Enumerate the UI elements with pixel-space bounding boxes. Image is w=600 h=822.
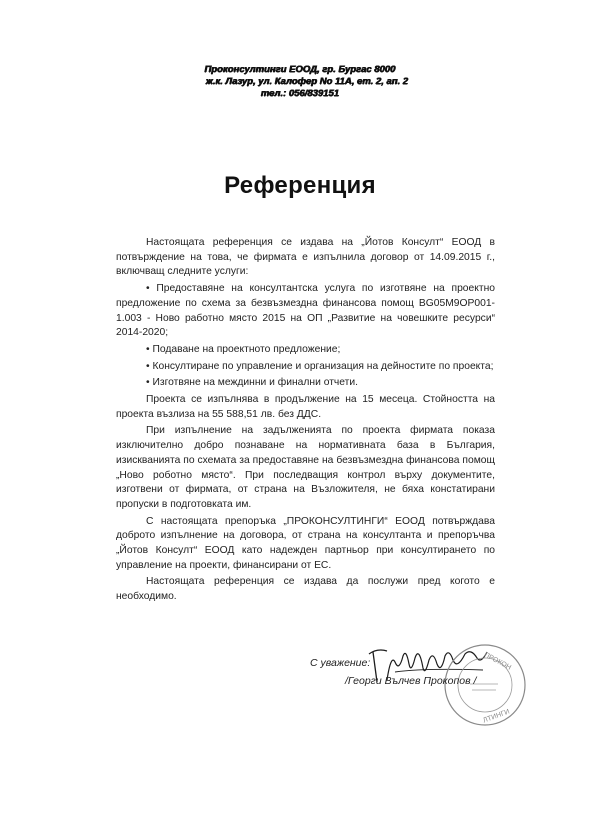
letterhead-company: Проконсултинги ЕООД, гр. Бургас 8000 bbox=[204, 64, 396, 75]
closing-greeting: С уважение: bbox=[310, 657, 371, 669]
document-title: Референция bbox=[224, 172, 376, 199]
list-item-service-3: • Консултиране по управление и организация на дейностите по проекта; bbox=[146, 360, 494, 372]
paragraph-recommendation: С настоящата препоръка „ПРОКОНСУЛТИНГИ“ ЕООД потвърждава доброто изпълнение на договора, от страна на консултанта и препоръчва „Йотов Консулт“ ЕООД като надежден партньор при консултирането по управление на проекти, финансирани от ЕС. bbox=[116, 515, 495, 571]
list-item-service-1: • Предоставяне на консултантска услуга по изготвяне на проектно предложение по схема за безвъзмездна финансова помощ BG05M9OP001-1.003 - Ново работно място 2015 на ОП „Развитие на човешките ресурси“ 2014-2020; bbox=[116, 283, 495, 339]
paragraph-performance: При изпълнение на задълженията по проекта фирмата показа изключително добро познаване на нормативната база в България, изискванията по схемата за предоставяне на безвъзмездна финансова помощ „Ново роботно място“. При последващия контрол върху документите, изготвени от фирмата, от страна на Възложителя, не бяха констатирани пропуски в подготовката им. bbox=[116, 425, 495, 510]
signature-block bbox=[0, 640, 600, 730]
letterhead bbox=[0, 64, 600, 100]
document-body bbox=[116, 236, 495, 607]
svg-text:ПРОКОН: ПРОКОН bbox=[482, 651, 513, 672]
svg-text:ЛТИНГИ: ЛТИНГИ bbox=[482, 708, 511, 725]
letterhead-phone: тел.: 056/839151 bbox=[260, 88, 340, 99]
paragraph-duration: Проекта се изпълнява в продължение на 15 месеца. Стойността на проекта възлиза на 55 588,51 лв. без ДДС. bbox=[116, 394, 495, 420]
list-item-service-2: • Подаване на проектното предложение; bbox=[146, 343, 341, 355]
list-item-service-4: • Изготвяне на междинни и финални отчети. bbox=[146, 377, 358, 389]
letterhead-address: ж.к. Лазур, ул. Калофер No 11А, ет. 2, ап. 2 bbox=[205, 76, 409, 87]
paragraph-purpose: Настоящата референция се издава да послужи пред когото е необходимо. bbox=[116, 576, 495, 603]
signer-name: /Георги Вълчев Прокопов / bbox=[345, 675, 477, 687]
paragraph-intro: Настоящата референция се издава на „Йотов Консулт“ ЕООД в потвърждение на това, че фирмата е изпълнила договор от 14.09.2015 г., включващ следните услуги: bbox=[116, 237, 495, 278]
